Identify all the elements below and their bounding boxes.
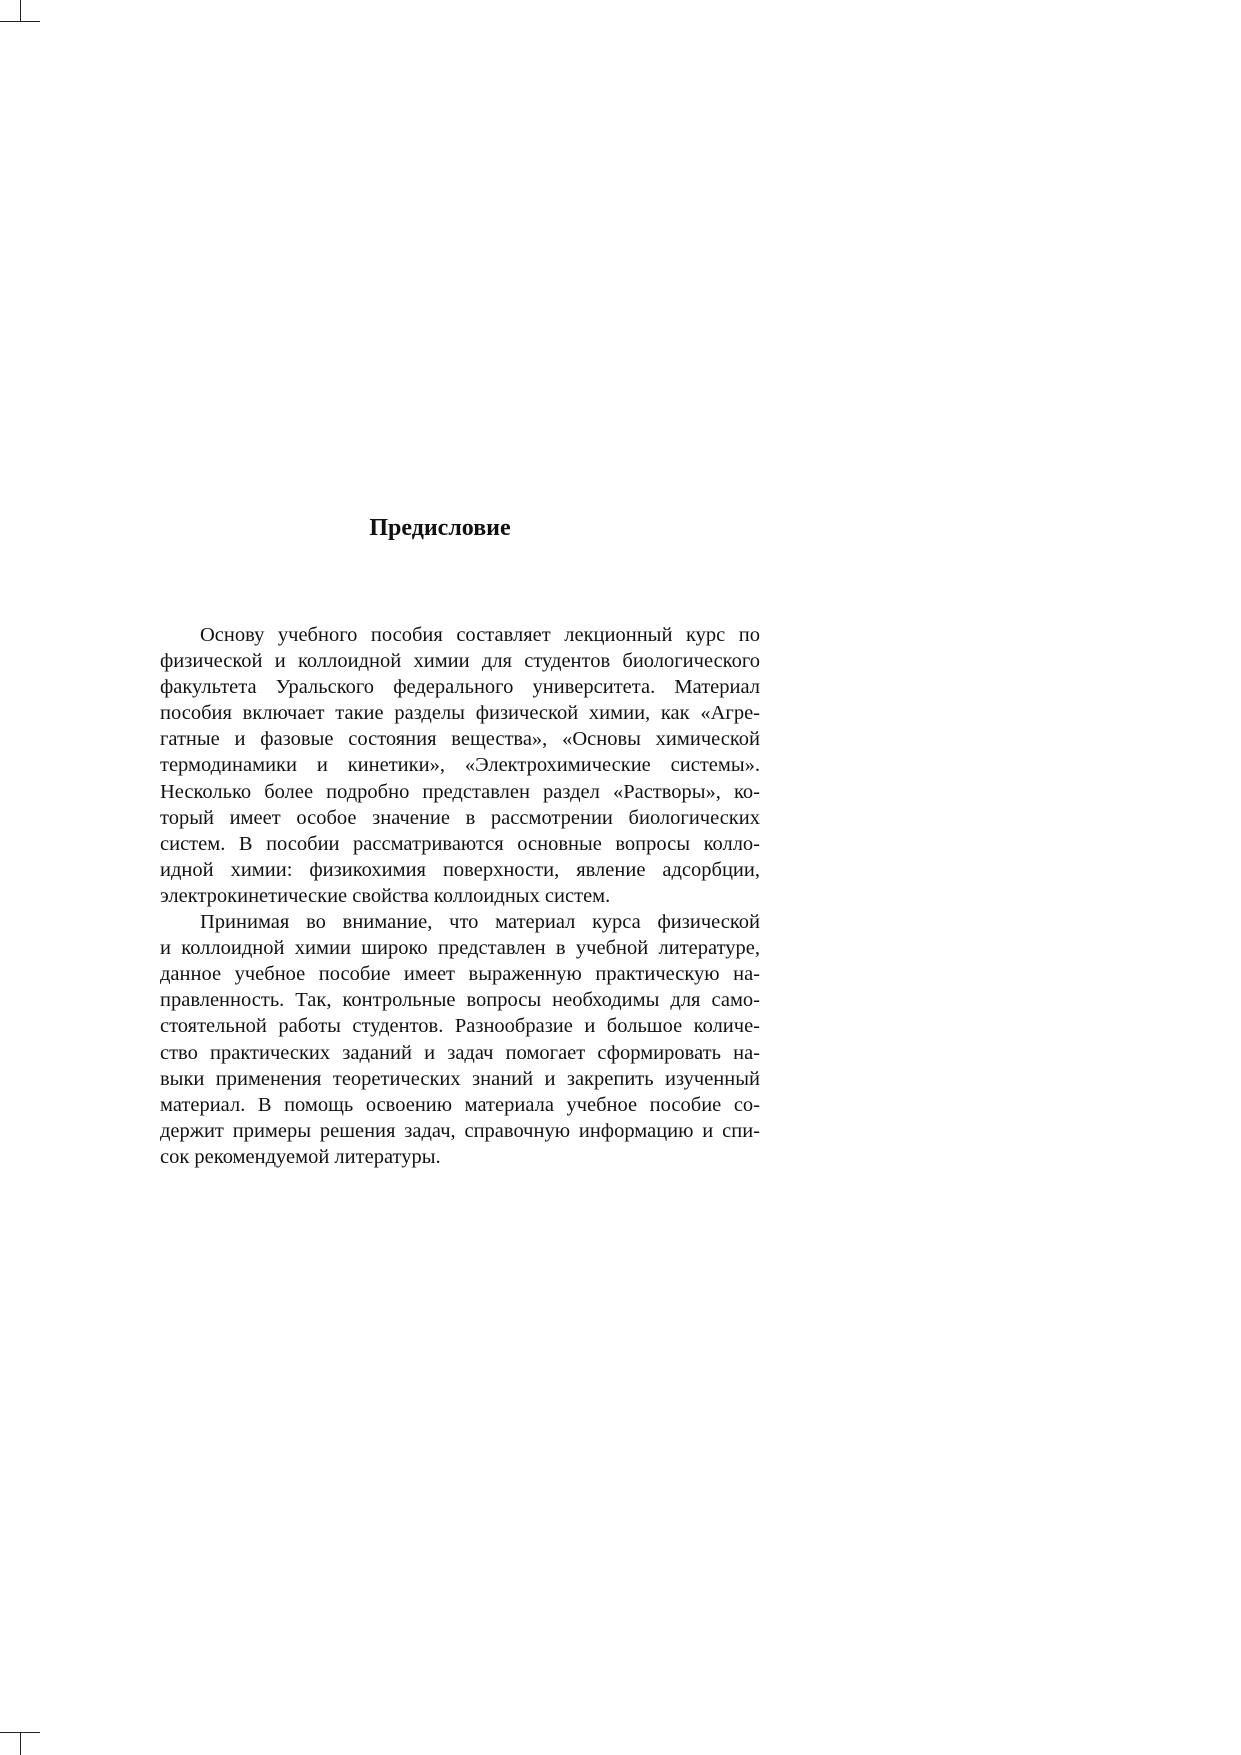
paragraph-line: физической и коллоидной химии для студентов биологического bbox=[160, 650, 760, 673]
crop-mark-bottom-vertical bbox=[20, 1732, 21, 1755]
paragraph-line: стоятельной работы студентов. Разнообразие и большое количе- bbox=[160, 1015, 760, 1038]
paragraph-line: гатные и фазовые состояния вещества», «Основы химической bbox=[160, 728, 760, 751]
paragraph-line: выки применения теоретических знаний и закрепить изученный bbox=[160, 1067, 760, 1090]
paragraph-line: торый имеет особое значение в рассмотрении биологических bbox=[160, 806, 760, 829]
crop-mark-top-vertical bbox=[20, 0, 21, 22]
paragraph-line: держит примеры решения задач, справочную информацию и спи- bbox=[160, 1119, 760, 1142]
paragraph-line: термодинамики и кинетики», «Электрохимические системы». bbox=[160, 754, 760, 777]
paragraph-line: Основу учебного пособия составляет лекционный курс по bbox=[200, 624, 760, 646]
paragraph-line: правленность. Так, контрольные вопросы необходимы для само- bbox=[160, 989, 760, 1012]
paragraph-line: электрокинетические свойства коллоидных систем. bbox=[160, 884, 611, 907]
paragraph-line: ство практических заданий и задач помогает сформировать на- bbox=[160, 1041, 760, 1064]
paragraph-line: сок рекомендуемой литературы. bbox=[160, 1145, 441, 1168]
paragraph-1 bbox=[120, 622, 760, 909]
paragraph-line: Несколько более подробно представлен раздел «Растворы», ко- bbox=[160, 780, 760, 803]
paragraph-line: идной химии: физикохимия поверхности, явление адсорбции, bbox=[160, 858, 760, 881]
paragraph-line: и коллоидной химии широко представлен в учебной литературе, bbox=[160, 937, 760, 960]
paragraph-line: Принимая во внимание, что материал курса физической bbox=[200, 911, 760, 934]
crop-mark-top-horizontal bbox=[0, 21, 40, 22]
paragraph-line: систем. В пособии рассматриваются основные вопросы колло- bbox=[160, 832, 760, 855]
paragraph-line: данное учебное пособие имеет выраженную практическую на- bbox=[160, 963, 760, 986]
page-title: Предисловие bbox=[369, 515, 511, 541]
paragraph-line: факультета Уральского федерального университета. Материал bbox=[160, 676, 760, 699]
paragraph-line: пособия включает такие разделы физической химии, как «Агре- bbox=[160, 702, 760, 725]
paragraph-2 bbox=[120, 909, 760, 1170]
body-text bbox=[120, 622, 760, 1170]
paragraph-line: материал. В помощь освоению материала учебное пособие со- bbox=[160, 1093, 760, 1116]
